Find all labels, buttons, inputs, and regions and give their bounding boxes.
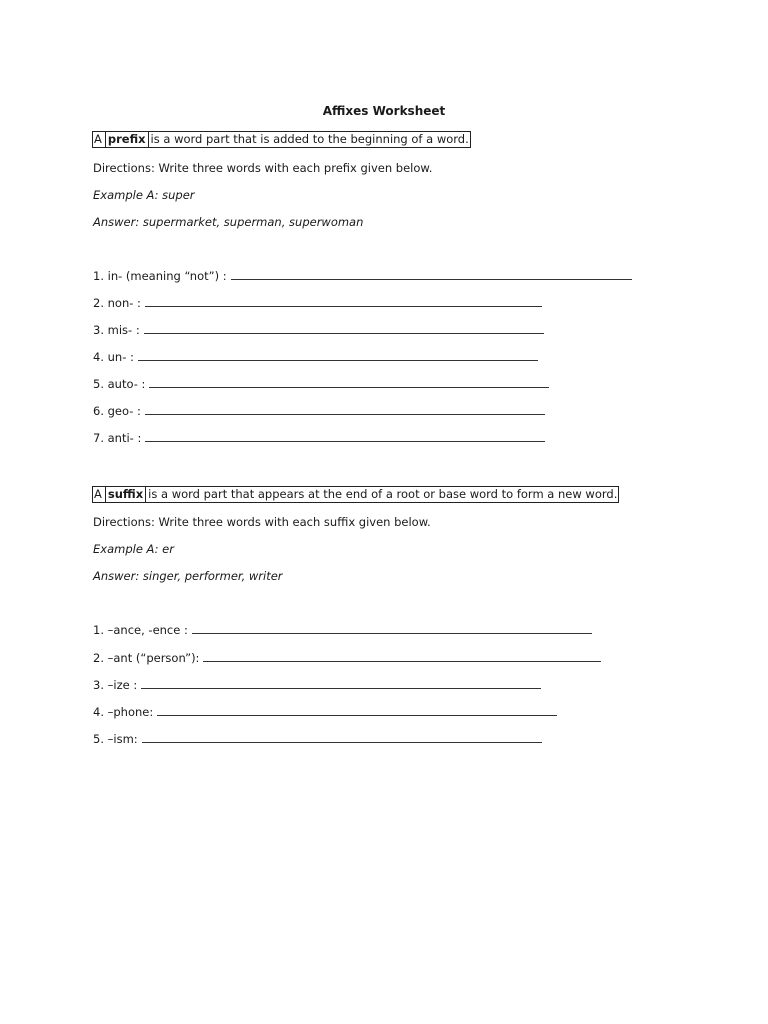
suffix-example: Example A: er <box>93 542 174 556</box>
suffix-definition-box <box>92 486 619 503</box>
prefix-item-label: 7. anti- : <box>93 431 142 445</box>
prefix-item-label: 6. geo- : <box>93 404 141 418</box>
prefix-directions: Directions: Write three words with each prefix given below. <box>93 161 433 175</box>
prefix-item-label: 5. auto- : <box>93 377 146 391</box>
prefix-answer: Answer: supermarket, superman, superwoman <box>93 215 364 229</box>
suffix-item-label: 2. –ant (“person”): <box>93 651 200 665</box>
prefix-item-7 <box>93 430 545 446</box>
suffix-answer: Answer: singer, performer, writer <box>93 569 283 583</box>
prefix-definition-box <box>92 131 471 148</box>
answer-blank-field[interactable] <box>203 650 601 662</box>
suffix-item-label: 3. –ize : <box>93 678 138 692</box>
prefix-example: Example A: super <box>93 188 195 202</box>
suffix-item-3 <box>93 677 541 693</box>
prefix-item-6 <box>93 403 545 419</box>
suffix-item-2 <box>93 650 601 666</box>
suffix-item-label: 4. –phone: <box>93 705 154 719</box>
suffix-item-5 <box>93 731 542 747</box>
answer-blank-field[interactable] <box>192 622 592 634</box>
prefix-item-3 <box>93 322 544 338</box>
suffix-item-label: 1. –ance, -ence : <box>93 623 188 637</box>
worksheet-title: Affixes Worksheet <box>322 104 446 118</box>
suffix-item-label: 5. –ism: <box>93 732 138 746</box>
prefix-item-label: 1. in- (meaning “not”) : <box>93 269 227 283</box>
answer-blank-field[interactable] <box>144 322 544 334</box>
answer-blank-field[interactable] <box>142 731 542 743</box>
answer-blank-field[interactable] <box>145 403 545 415</box>
answer-blank-field[interactable] <box>138 349 538 361</box>
suffix-directions: Directions: Write three words with each suffix given below. <box>93 515 431 529</box>
prefix-item-2 <box>93 295 542 311</box>
answer-blank-field[interactable] <box>141 677 541 689</box>
answer-blank-field[interactable] <box>231 268 632 280</box>
suffix-item-1 <box>93 622 592 638</box>
answer-blank-field[interactable] <box>157 704 557 716</box>
suffix-term: suffix <box>105 487 146 502</box>
prefix-item-1 <box>93 268 632 284</box>
prefix-item-label: 3. mis- : <box>93 323 140 337</box>
prefix-item-label: 4. un- : <box>93 350 134 364</box>
answer-blank-field[interactable] <box>149 376 549 388</box>
suffix-item-4 <box>93 704 557 720</box>
answer-blank-field[interactable] <box>145 295 542 307</box>
prefix-term: prefix <box>105 132 149 147</box>
prefix-definition-text: is a word part that is added to the beginning of a word. <box>150 132 469 146</box>
suffix-definition-article: A <box>94 487 102 501</box>
prefix-item-4 <box>93 349 538 365</box>
prefix-item-5 <box>93 376 549 392</box>
prefix-item-label: 2. non- : <box>93 296 141 310</box>
suffix-definition-text: is a word part that appears at the end of a root or base word to form a new word. <box>148 487 618 501</box>
prefix-definition-article: A <box>94 132 102 146</box>
answer-blank-field[interactable] <box>145 430 545 442</box>
